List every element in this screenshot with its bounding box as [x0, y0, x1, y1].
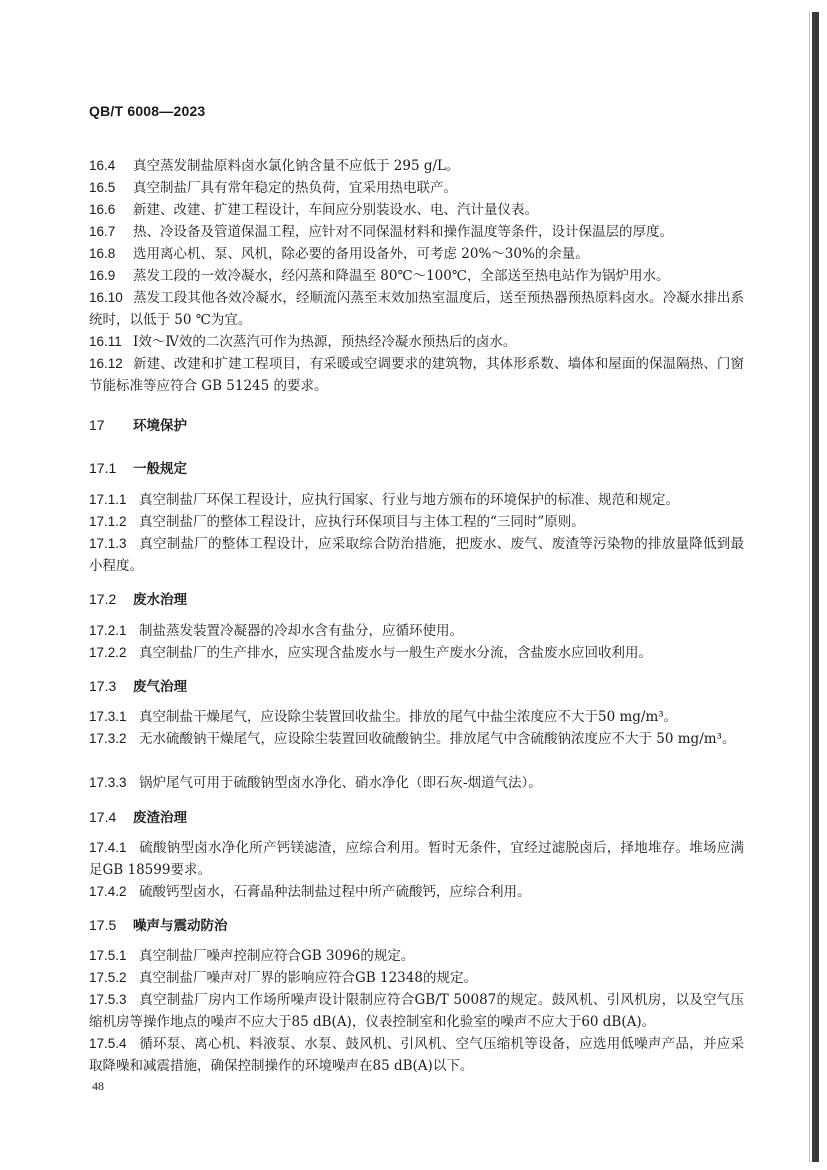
clause-text: 蒸发工段其他各效冷凝水，经顺流闪蒸至末效加热室温度后，送至预热器预热原料卤水。冷凝水排出系统时，以低于 50 ℃为宜。 — [89, 290, 744, 328]
clause-number: 16.5 — [89, 180, 116, 195]
clause-number: 17.5.4 — [89, 1036, 127, 1051]
clause-16-9 — [89, 265, 744, 287]
clause-text: 真空制盐干燥尾气，应设除尘装置回收盐尘。排放的尾气中盐尘浓度应不大于50 mg/m³。 — [139, 709, 678, 725]
section-17-5-heading — [89, 914, 228, 937]
clause-text: 真空制盐厂的整体工程设计，应执行环保项目与主体工程的“三同时”原则。 — [139, 514, 585, 530]
clause-text: 循环泵、离心机、料液泵、水泵、鼓风机、引风机、空气压缩机等设备，应选用低噪声产品，并应采取降噪和减震措施，确保控制操作的环境噪声在85 dB(A)以下。 — [89, 1036, 744, 1074]
clause-number: 17.3.2 — [89, 731, 127, 746]
clause-17-1-2 — [89, 511, 744, 533]
clause-text: 制盐蒸发装置冷凝器的冷却水含有盐分，应循环使用。 — [139, 623, 463, 639]
clause-number: 17.3.3 — [89, 775, 127, 790]
section-number: 17.4 — [89, 809, 117, 825]
clause-text: 真空制盐厂的整体工程设计，应采取综合防治措施，把废水、废气、废渣等污染物的排放量降低到最小程度。 — [89, 536, 744, 574]
clause-17-3-1 — [89, 706, 744, 728]
clause-number: 16.8 — [89, 246, 116, 261]
clause-number: 17.4.2 — [89, 884, 127, 899]
clause-number: 17.5.1 — [89, 948, 127, 963]
clause-17-2-2 — [89, 642, 744, 664]
clause-17-1-1 — [89, 489, 744, 511]
clause-text: 真空制盐厂具有常年稳定的热负荷，宜采用热电联产。 — [133, 180, 457, 196]
clause-number: 16.12 — [89, 356, 123, 371]
clause-17-3-3 — [89, 772, 744, 794]
clause-number: 16.4 — [89, 158, 116, 173]
clause-text: 新建、改建和扩建工程项目，有采暖或空调要求的建筑物，其体形系数、墙体和屋面的保温隔热、门窗节能标准等应符合 GB 51245 的要求。 — [89, 356, 744, 394]
clause-number: 17.2.2 — [89, 645, 127, 660]
clause-text: 真空制盐厂噪声控制应符合GB 3096的规定。 — [139, 948, 415, 964]
clause-17-4-2 — [89, 881, 744, 903]
section-17-1-heading — [89, 457, 187, 480]
section-title: 废渣治理 — [133, 810, 187, 826]
clause-text: 真空制盐厂的生产排水，应实现含盐废水与一般生产废水分流，含盐废水应回收利用。 — [139, 645, 652, 661]
section-title: 噪声与震动防治 — [133, 918, 228, 934]
clause-16-11 — [89, 331, 744, 353]
clause-number: 16.6 — [89, 202, 116, 217]
section-number: 17.3 — [89, 678, 117, 694]
clause-number: 17.2.1 — [89, 623, 127, 638]
clause-17-4-1 — [89, 837, 744, 881]
clause-17-5-2 — [89, 967, 744, 989]
chapter-number: 17 — [89, 417, 105, 433]
standard-code: QB/T 6008—2023 — [89, 103, 206, 119]
chapter-17-heading — [89, 414, 187, 437]
section-number: 17.2 — [89, 591, 117, 607]
clause-number: 17.3.1 — [89, 709, 127, 724]
clause-17-5-4 — [89, 1033, 744, 1077]
clause-16-12 — [89, 353, 744, 397]
clause-number: 16.11 — [89, 334, 122, 349]
clause-text: 硫酸钠型卤水净化所产钙镁滤渣，应综合利用。暂时无条件，宜经过滤脱卤后，择地堆存。堆场应满足GB 18599要求。 — [89, 840, 744, 878]
page-edge-shadow — [812, 12, 819, 1162]
clause-16-8 — [89, 243, 744, 265]
clause-text: 真空制盐厂房内工作场所噪声设计限制应符合GB/T 50087的规定。鼓风机、引风机房，以及空气压缩机房等操作地点的噪声不应大于85 dB(A)，仪表控制室和化验室的噪声不应大于60 dB(A)。 — [89, 992, 744, 1030]
clause-number: 17.4.1 — [89, 840, 127, 855]
clause-16-5 — [89, 177, 744, 199]
section-17-3-heading — [89, 675, 187, 698]
clause-text: 无水硫酸钠干燥尾气，应设除尘装置回收硫酸钠尘。排放尾气中含硫酸钠浓度应不大于 50 mg/m³。 — [139, 731, 736, 747]
page-number: 48 — [92, 1079, 104, 1093]
clause-number: 17.1.3 — [89, 536, 127, 551]
clause-number: 17.1.1 — [89, 492, 127, 507]
clause-16-10 — [89, 287, 744, 331]
clause-17-3-2 — [89, 728, 744, 750]
clause-16-6 — [89, 199, 744, 221]
clause-16-4 — [89, 155, 744, 177]
clause-number: 17.5.3 — [89, 992, 127, 1007]
clause-text: 真空蒸发制盐原料卤水氯化钠含量不应低于 295 g/L。 — [133, 158, 460, 174]
clause-text: 选用离心机、泵、风机，除必要的备用设备外，可考虑 20%～30%的余量。 — [133, 246, 589, 262]
clause-17-5-1 — [89, 945, 744, 967]
section-title: 废气治理 — [133, 679, 187, 695]
clause-number: 16.10 — [89, 290, 123, 305]
section-number: 17.1 — [89, 460, 117, 476]
chapter-title: 环境保护 — [133, 418, 187, 434]
page-edge-line — [809, 12, 810, 1162]
clause-17-5-3 — [89, 989, 744, 1033]
clause-16-7 — [89, 221, 744, 243]
section-title: 废水治理 — [133, 592, 187, 608]
clause-number: 17.5.2 — [89, 970, 127, 985]
section-17-2-heading — [89, 588, 187, 611]
clause-text: 热、冷设备及管道保温工程，应针对不同保温材料和操作温度等条件，设计保温层的厚度。 — [133, 224, 673, 240]
clause-text: 硫酸钙型卤水，石膏晶种法制盐过程中所产硫酸钙，应综合利用。 — [139, 884, 531, 900]
clause-text: 真空制盐厂环保工程设计，应执行国家、行业与地方颁布的环境保护的标准、规范和规定。 — [139, 492, 679, 508]
clause-number: 16.9 — [89, 268, 116, 283]
clause-text: Ⅰ效～Ⅳ效的二次蒸汽可作为热源，预热经冷凝水预热后的卤水。 — [133, 334, 517, 350]
clause-text: 新建、改建、扩建工程设计，车间应分别装设水、电、汽计量仪表。 — [133, 202, 538, 218]
section-17-4-heading — [89, 806, 187, 829]
clause-text: 锅炉尾气可用于硫酸钠型卤水净化、硝水净化（即石灰-烟道气法）。 — [139, 775, 542, 791]
clause-text: 蒸发工段的一效冷凝水，经闪蒸和降温至 80℃～100℃，全部送至热电站作为锅炉用水。 — [133, 268, 670, 284]
clause-17-1-3 — [89, 533, 744, 577]
clause-number: 16.7 — [89, 224, 116, 239]
clause-number: 17.1.2 — [89, 514, 127, 529]
section-number: 17.5 — [89, 917, 117, 933]
section-title: 一般规定 — [133, 461, 187, 477]
clause-text: 真空制盐厂噪声对厂界的影响应符合GB 12348的规定。 — [139, 970, 477, 986]
clause-17-2-1 — [89, 620, 744, 642]
